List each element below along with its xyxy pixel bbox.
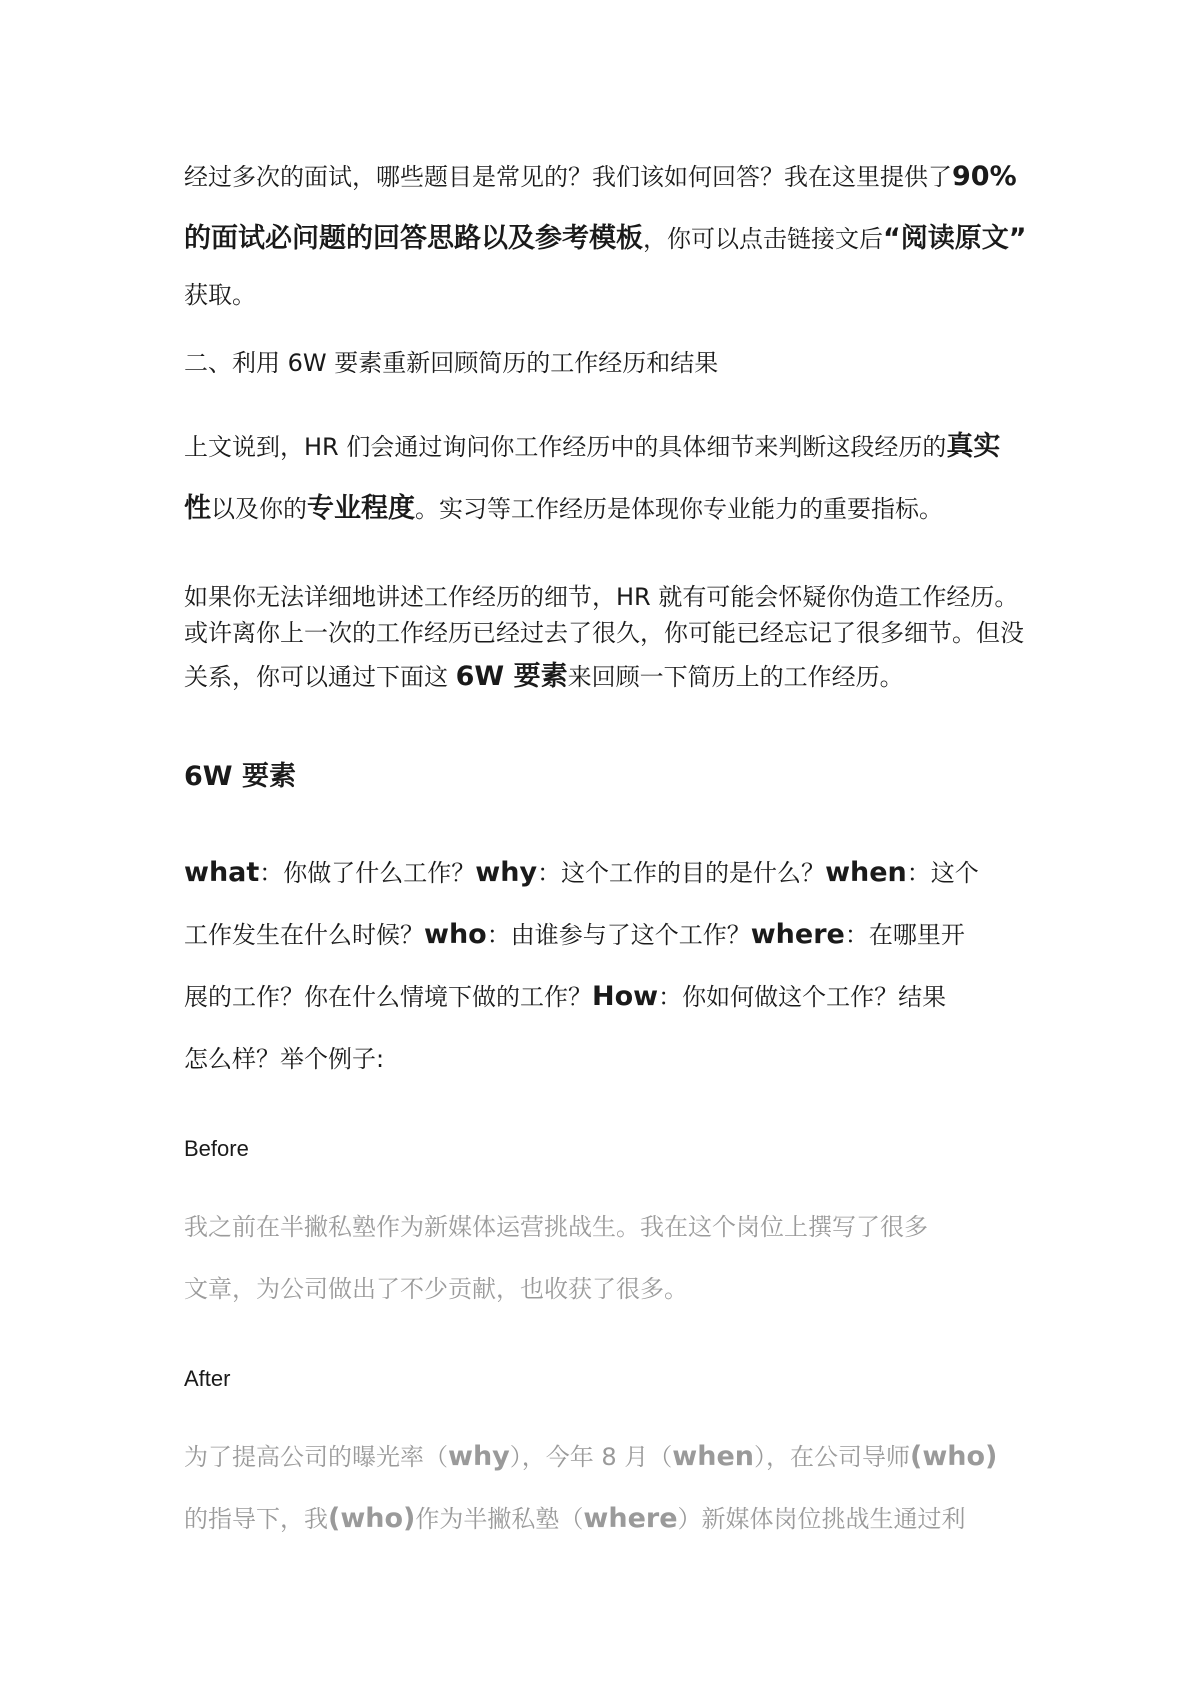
bold-text: 6W 要素 <box>455 661 568 692</box>
after-text-line-2 <box>184 1502 966 1536</box>
paragraph-6w-line-4: 怎么样？举个例子: <box>184 1045 385 1073</box>
text: 以及你的 <box>211 495 307 523</box>
paragraph-intro-line-2 <box>184 222 1027 256</box>
keyword-when: when <box>672 1441 754 1472</box>
section-title: 二、利用 6W 要素重新回顾简历的工作经历和结果 <box>184 349 719 377</box>
text: 为了提高公司的曝光率（ <box>184 1443 448 1471</box>
bold-text: 90% <box>952 161 1017 192</box>
text: 上文说到，HR 们会通过询问你工作经历中的具体细节来判断这段经历的 <box>184 433 947 461</box>
heading-6w: 6W 要素 <box>184 761 296 792</box>
text: ：你做了什么工作？ <box>259 859 476 887</box>
keyword-where: where <box>750 919 845 950</box>
text: ），今年 8 月（ <box>509 1443 673 1471</box>
text: ：这个 <box>906 859 979 887</box>
keyword-who: who <box>424 919 487 950</box>
text: ：这个工作的目的是什么？ <box>537 859 826 887</box>
text: 作为半撇私塾（ <box>415 1505 584 1533</box>
bold-text: 性 <box>184 493 211 524</box>
before-label: Before <box>184 1136 249 1161</box>
keyword-where: where <box>583 1503 678 1534</box>
before-text-line-1: 我之前在半撇私塾作为新媒体运营挑战生。我在这个岗位上撰写了很多 <box>184 1213 928 1241</box>
paragraph-6w-line-1 <box>184 856 979 890</box>
text: 来回顾一下简历上的工作经历。 <box>567 663 904 691</box>
paragraph-hr-line-2 <box>184 492 943 526</box>
text: 的指导下，我 <box>184 1505 328 1533</box>
keyword-when: when <box>825 857 907 888</box>
text: 工作发生在什么时候？ <box>184 921 424 949</box>
text: 展的工作？你在什么情境下做的工作？ <box>184 983 592 1011</box>
text: 经过多次的面试，哪些题目是常见的？我们该如何回答？我在这里提供了 <box>184 163 952 191</box>
before-text-line-2: 文章，为公司做出了不少贡献，也收获了很多。 <box>184 1275 688 1303</box>
text: ），在公司导师 <box>754 1443 910 1471</box>
paragraph-detail-line-1: 如果你无法详细地讲述工作经历的细节，HR 就有可能会怀疑你伪造工作经历。 <box>184 583 1019 611</box>
bold-text: 真实 <box>946 431 1001 462</box>
paragraph-detail-line-2: 或许离你上一次的工作经历已经过去了很久，你可能已经忘记了很多细节。但没 <box>184 619 1024 647</box>
paragraph-hr-line-1 <box>184 430 1000 464</box>
keyword-why: why <box>475 857 538 888</box>
paragraph-6w-line-2 <box>184 918 965 952</box>
bold-text: 专业程度 <box>307 493 415 524</box>
after-text-line-1 <box>184 1440 997 1474</box>
keyword-why: why <box>448 1441 510 1472</box>
paragraph-detail-line-3 <box>184 660 904 694</box>
text: 关系，你可以通过下面这 <box>184 663 456 691</box>
after-label: After <box>184 1366 231 1391</box>
paragraph-intro-line-1 <box>184 160 1017 194</box>
text: ：在哪里开 <box>844 921 965 949</box>
paragraph-intro-line-3 <box>184 278 256 312</box>
keyword-how: How <box>592 981 659 1012</box>
keyword-who: (who) <box>910 1441 998 1472</box>
bold-text: 的面试必问题的回答思路以及参考模板 <box>184 223 643 254</box>
paragraph-6w-line-3 <box>184 980 946 1014</box>
text: ）新媒体岗位挑战生通过利 <box>677 1505 966 1533</box>
text: 。实习等工作经历是体现你专业能力的重要指标。 <box>415 495 943 523</box>
text: 获取。 <box>184 281 256 309</box>
text: ：由谁参与了这个工作？ <box>486 921 751 949</box>
keyword-what: what <box>184 857 260 888</box>
text: ，你可以点击链接文后 <box>643 225 883 253</box>
text: ：你如何做这个工作？结果 <box>658 983 947 1011</box>
keyword-who: (who) <box>328 1503 416 1534</box>
bold-text: “阅读原文” <box>883 223 1027 254</box>
